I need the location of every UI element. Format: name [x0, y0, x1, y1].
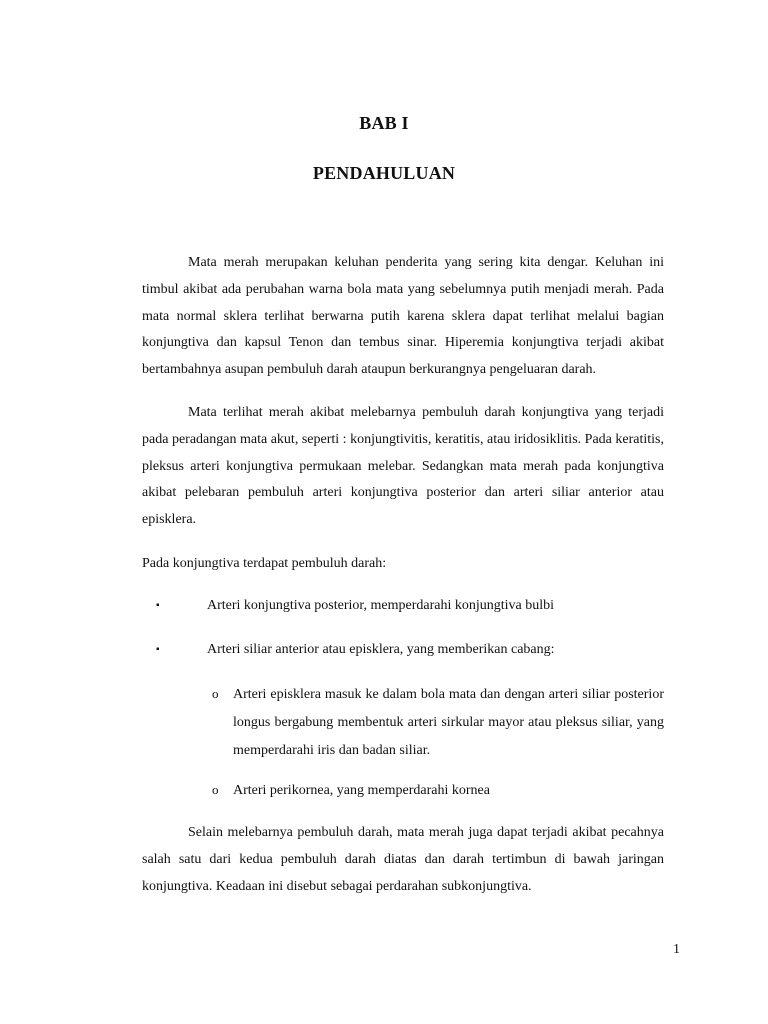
paragraph-1: Mata merah merupakan keluhan penderita yang sering kita dengar. Keluhan ini timbul akibat ada perubahan warna bola mata yang sebelumnya putih menjadi merah. Pada mata normal sklera terlihat berwarna putih karena sklera dapat terlihat melalui bagian konjungtiva dan kapsul Tenon dan tembus sinar. Hiperemia konjungtiva terjadi akibat bertambahnya asupan pembuluh darah ataupun berkurangnya pengeluaran darah. [142, 255, 664, 378]
square-bullet-icon: ▪ [156, 600, 160, 611]
chapter-heading: BAB I [359, 113, 409, 133]
chapter-title: PENDAHULUAN [312, 163, 456, 183]
list-item-text: Arteri siliar anterior atau episklera, yang memberikan cabang: [207, 642, 555, 657]
sub-list-item-text: Arteri episklera masuk ke dalam bola mata dan dengan arteri siliar posterior longus bergabung membentuk arteri sirkular mayor atau pleksus siliar, yang memperdarahi iris dan badan siliar. [233, 687, 664, 758]
page-number: 1 [673, 942, 680, 957]
circle-bullet-icon: o [212, 782, 219, 797]
list-item-text: Arteri konjungtiva posterior, memperdarahi konjungtiva bulbi [207, 598, 555, 613]
paragraph-3: Pada konjungtiva terdapat pembuluh darah: [142, 556, 387, 571]
square-bullet-icon: ▪ [156, 644, 160, 655]
closing-paragraph: Selain melebarnya pembuluh darah, mata merah juga dapat terjadi akibat pecahnya salah satu dari kedua pembuluh darah diatas dan darah tertimbun di bawah jaringan konjungtiva. Keadaan ini disebut sebagai perdarahan subkonjungtiva. [142, 825, 664, 894]
circle-bullet-icon: o [212, 686, 219, 701]
paragraph-2: Mata terlihat merah akibat melebarnya pembuluh darah konjungtiva yang terjadi pada peradangan mata akut, seperti : konjungtivitis, keratitis, atau iridosiklitis. Pada keratitis, pleksus arteri konjungtiva permukaan melebar. Sedangkan mata merah pada konjungtiva akibat pelebaran pembuluh arteri konjungtiva posterior dan arteri siliar anterior atau episklera. [142, 405, 664, 528]
sub-list-item-text: Arteri perikornea, yang memperdarahi kornea [233, 783, 490, 798]
